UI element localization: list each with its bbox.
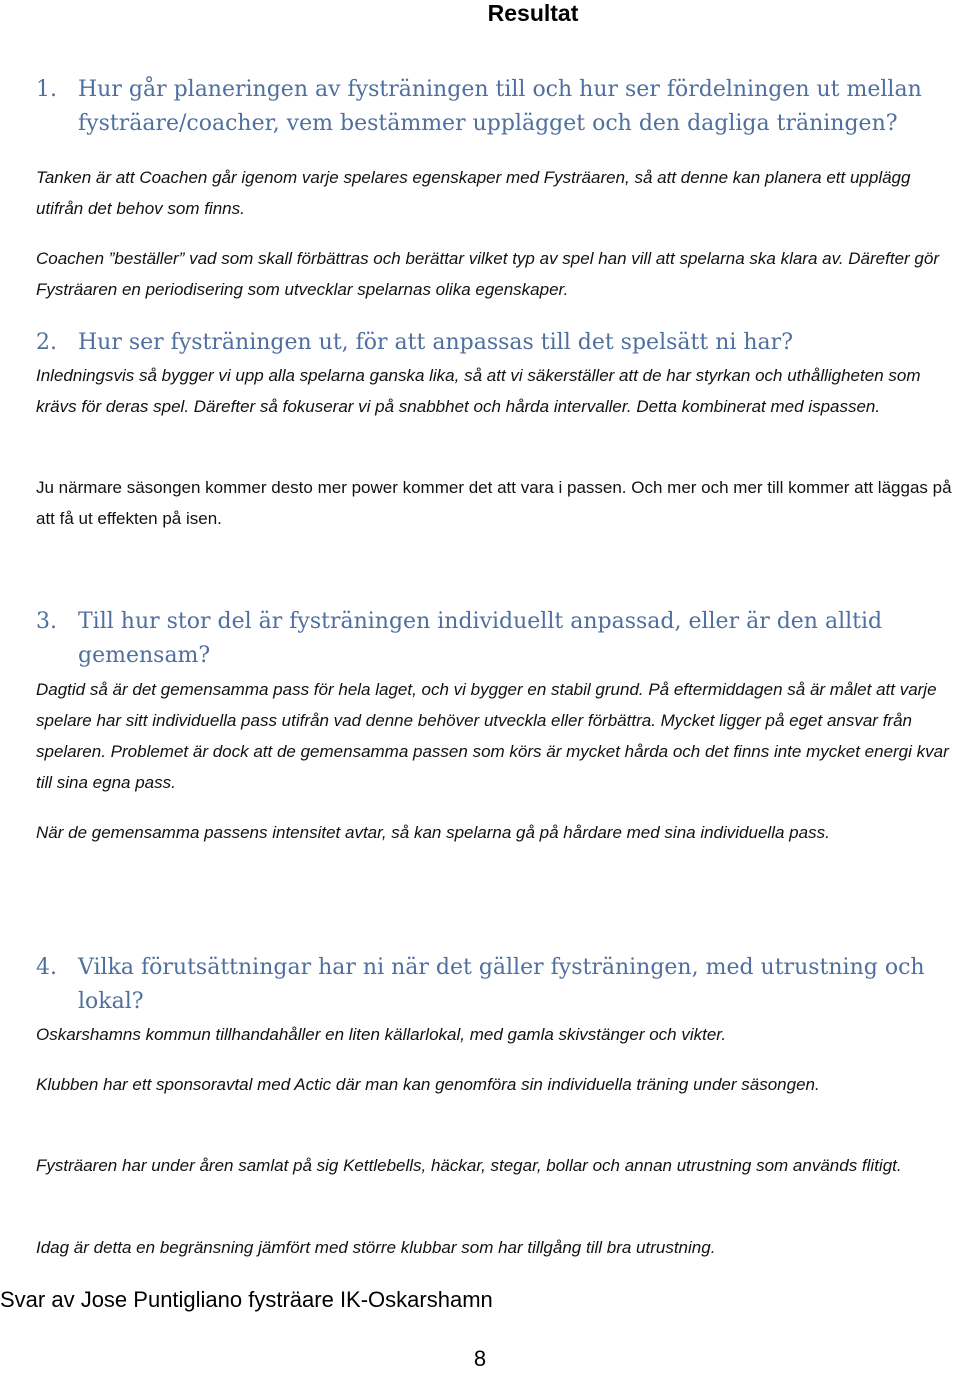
answer-1-paragraph-1: Tanken är att Coachen går igenom varje spelares egenskaper med Fysträaren, så att denne kan planera ett upplägg utifrån det behov som finns. [36, 168, 911, 218]
question-number: 1. [36, 77, 57, 102]
question-number: 4. [36, 955, 57, 980]
answer-4-paragraph-1: Oskarshamns kommun tillhandahåller en liten källarlokal, med gamla skivstänger och vikter. [36, 1025, 727, 1044]
question-text: Hur ser fysträningen ut, för att anpassas till det spelsätt ni har? [78, 330, 793, 355]
question-2-heading [36, 326, 936, 360]
page-title: Resultat [487, 0, 579, 26]
question-text: Till hur stor del är fysträningen individuellt anpassad, eller är den alltid gemensam? [78, 609, 883, 668]
answer-3-paragraph-1: Dagtid så är det gemensamma pass för hela laget, och vi bygger en stabil grund. På eftermiddagen så är målet att varje spelare har sitt individuella pass utifrån vad denne behöver utveckla eller förbättra. Mycket ligger på eget ansvar från spelaren. Problemet är dock att de gemensamma passen som körs är mycket hårda och det finns inte mycket energi kvar till sina egna pass. [36, 680, 949, 792]
answer-3-paragraph-2: När de gemensamma passens intensitet avtar, så kan spelarna gå på hårdare med sina individuella pass. [36, 823, 830, 842]
answer-2-paragraph-2: Ju närmare säsongen kommer desto mer power kommer det att vara i passen. Och mer och mer till kommer att läggas på att få ut effekten på isen. [36, 478, 952, 528]
question-text: Vilka förutsättningar har ni när det gäller fysträningen, med utrustning och lokal? [78, 955, 925, 1014]
question-4-heading [36, 951, 936, 1019]
answer-4-paragraph-2: Klubben har ett sponsoravtal med Actic där man kan genomföra sin individuella träning under säsongen. [36, 1075, 820, 1094]
question-number: 2. [36, 330, 57, 355]
answer-4-paragraph-3: Fysträaren har under åren samlat på sig Kettlebells, häckar, stegar, bollar och annan utrustning som används flitigt. [36, 1156, 902, 1175]
answer-1-paragraph-2: Coachen ”beställer” vad som skall förbättras och berättar vilket typ av spel han vill att spelarna ska klara av. Därefter gör Fysträaren en periodisering som utvecklar spelarnas olika egenskaper. [36, 249, 939, 299]
question-text: Hur går planeringen av fysträningen till och hur ser fördelningen ut mellan fysträare/coacher, vem bestämmer upplägget och den dagliga träningen? [78, 77, 922, 136]
page-number: 8 [473, 1346, 487, 1371]
question-number: 3. [36, 609, 57, 634]
question-3-heading [36, 605, 936, 673]
answer-4-paragraph-4: Idag är detta en begränsning jämfört med större klubbar som har tillgång till bra utrustning. [36, 1238, 716, 1257]
answer-2-paragraph-1: Inledningsvis så bygger vi upp alla spelarna ganska lika, så att vi säkerställer att de har styrkan och uthålligheten som krävs för deras spel. Därefter så fokuserar vi på snabbhet och hårda intervaller. Detta kombinerat med ispassen. [36, 366, 921, 416]
question-1-heading [36, 73, 936, 141]
footer-note: Svar av Jose Puntigliano fysträare IK-Oskarshamn [0, 1287, 493, 1312]
